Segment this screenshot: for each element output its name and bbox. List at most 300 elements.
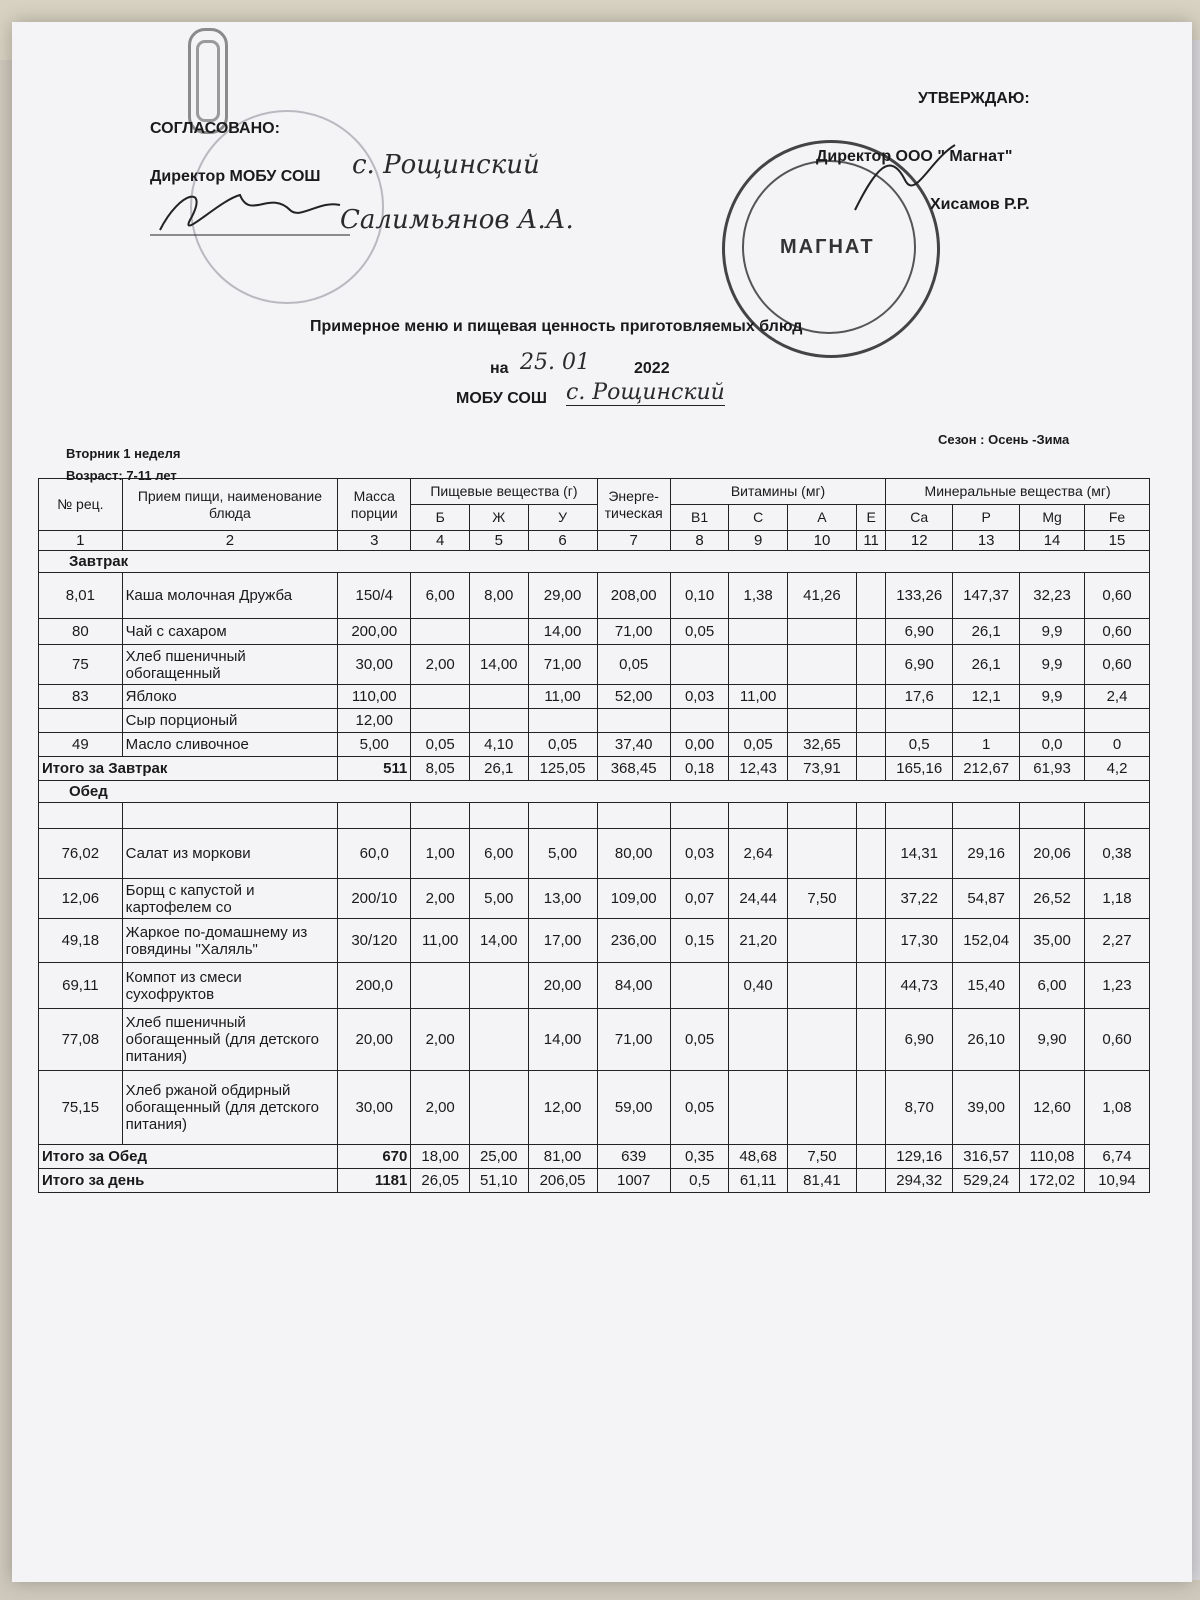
table-cell (670, 963, 729, 1009)
header-ca: Ca (886, 505, 953, 531)
table-cell: 208,00 (597, 573, 670, 619)
column-number: 15 (1084, 531, 1149, 551)
header-minerals: Минеральные вещества (мг) (886, 479, 1150, 505)
table-cell: 0,07 (670, 879, 729, 919)
table-cell: 4,10 (469, 733, 528, 757)
table-cell (856, 573, 885, 619)
total-cell: 7,50 (787, 1145, 856, 1169)
table-cell: 11,00 (411, 919, 470, 963)
table-cell: 77,08 (39, 1009, 123, 1071)
total-cell: 110,08 (1020, 1145, 1085, 1169)
table-cell (787, 829, 856, 879)
total-row (39, 757, 1150, 781)
header-b: Б (411, 505, 470, 531)
table-cell: 17,6 (886, 685, 953, 709)
table-cell (469, 685, 528, 709)
table-cell: 29,16 (953, 829, 1020, 879)
header-a: A (787, 505, 856, 531)
total-cell: 25,00 (469, 1145, 528, 1169)
table-cell (411, 963, 470, 1009)
table-cell: 35,00 (1020, 919, 1085, 963)
empty-cell (886, 803, 953, 829)
table-cell: 150/4 (338, 573, 411, 619)
table-cell (787, 1071, 856, 1145)
table-cell: 14,31 (886, 829, 953, 879)
handwritten-director-name: Салимьянов А.А. (340, 205, 574, 235)
table-cell: 2,27 (1084, 919, 1149, 963)
table-cell (856, 685, 885, 709)
table-cell: Хлеб пшеничный обогащенный (для детского питания) (122, 1009, 337, 1071)
total-cell: 125,05 (528, 757, 597, 781)
total-row (39, 1145, 1150, 1169)
table-cell: 1,00 (411, 829, 470, 879)
total-cell: 0,5 (670, 1169, 729, 1193)
total-cell: 129,16 (886, 1145, 953, 1169)
total-cell: 73,91 (787, 757, 856, 781)
table-cell (787, 709, 856, 733)
table-cell: 0,60 (1084, 645, 1149, 685)
column-number: 8 (670, 531, 729, 551)
table-cell: Жаркое по-домашнему из говядины "Халяль" (122, 919, 337, 963)
total-cell: 0,35 (670, 1145, 729, 1169)
header-nutrients: Пищевые вещества (г) (411, 479, 597, 505)
table-cell: 26,10 (953, 1009, 1020, 1071)
table-cell: 12,00 (338, 709, 411, 733)
table-cell: 1,23 (1084, 963, 1149, 1009)
header-mg: Mg (1020, 505, 1085, 531)
table-cell: 236,00 (597, 919, 670, 963)
approved-left-position: Директор МОБУ СОШ (150, 168, 321, 185)
header-p: P (953, 505, 1020, 531)
table-cell: 200,00 (338, 619, 411, 645)
table-cell: 200/10 (338, 879, 411, 919)
table-cell: 24,44 (729, 879, 788, 919)
date-year: 2022 (634, 360, 670, 377)
total-cell: 316,57 (953, 1145, 1020, 1169)
table-cell (856, 1009, 885, 1071)
table-cell: 1,18 (1084, 879, 1149, 919)
table-cell: 6,00 (469, 829, 528, 879)
table-cell: 12,06 (39, 879, 123, 919)
approved-left-label: СОГЛАСОВАНО: (150, 120, 280, 137)
table-cell: 0,0 (1020, 733, 1085, 757)
table-cell: 14,00 (469, 645, 528, 685)
table-cell (1020, 709, 1085, 733)
table-row (39, 919, 1150, 963)
table-cell: 30,00 (338, 645, 411, 685)
table-cell: 37,40 (597, 733, 670, 757)
table-cell: 30,00 (338, 1071, 411, 1145)
table-cell: 9,9 (1020, 619, 1085, 645)
table-cell: 71,00 (597, 619, 670, 645)
empty-cell (729, 803, 788, 829)
empty-cell (856, 803, 885, 829)
section-row (39, 781, 1150, 803)
table-row (39, 1071, 1150, 1145)
total-row (39, 1169, 1150, 1193)
table-cell (528, 709, 597, 733)
total-cell: 1181 (338, 1169, 411, 1193)
total-label: Итого за Завтрак (39, 757, 338, 781)
table-cell: 12,1 (953, 685, 1020, 709)
table-cell: 29,00 (528, 573, 597, 619)
table-cell: 75 (39, 645, 123, 685)
table-cell: 14,00 (469, 919, 528, 963)
table-cell: 2,00 (411, 879, 470, 919)
empty-row (39, 803, 1150, 829)
table-cell: 109,00 (597, 879, 670, 919)
table-cell: 0,05 (670, 619, 729, 645)
table-cell (469, 619, 528, 645)
table-cell: 17,30 (886, 919, 953, 963)
table-cell (856, 733, 885, 757)
header-e: E (856, 505, 885, 531)
table-row (39, 685, 1150, 709)
column-number: 4 (411, 531, 470, 551)
table-cell (787, 1009, 856, 1071)
table-cell (787, 963, 856, 1009)
table-cell: 7,50 (787, 879, 856, 919)
table-cell (729, 709, 788, 733)
table-row (39, 879, 1150, 919)
table-cell: 17,00 (528, 919, 597, 963)
total-cell: 294,32 (886, 1169, 953, 1193)
approved-right-label: УТВЕРЖДАЮ: (918, 90, 1030, 107)
empty-cell (39, 803, 123, 829)
table-cell: 30/120 (338, 919, 411, 963)
header-meal: Прием пищи, наименование блюда (122, 479, 337, 531)
total-cell: 1007 (597, 1169, 670, 1193)
table-cell: 1 (953, 733, 1020, 757)
table-row (39, 619, 1150, 645)
paperclip-inner-icon (196, 40, 220, 122)
table-cell: 0,03 (670, 685, 729, 709)
table-row (39, 829, 1150, 879)
total-cell (856, 1145, 885, 1169)
empty-cell (953, 803, 1020, 829)
table-cell: Салат из моркови (122, 829, 337, 879)
table-cell (469, 709, 528, 733)
table-cell: 110,00 (338, 685, 411, 709)
table-cell: 0,60 (1084, 573, 1149, 619)
column-number: 2 (122, 531, 337, 551)
school-prefix: МОБУ СОШ (456, 390, 547, 407)
table-cell: 60,0 (338, 829, 411, 879)
table-cell: 0,15 (670, 919, 729, 963)
table-cell (953, 709, 1020, 733)
table-cell: 0,05 (411, 733, 470, 757)
header-c: C (729, 505, 788, 531)
table-cell: 6,00 (1020, 963, 1085, 1009)
table-cell: 83 (39, 685, 123, 709)
total-cell: 511 (338, 757, 411, 781)
table-cell (856, 829, 885, 879)
column-number: 11 (856, 531, 885, 551)
table-cell: 9,9 (1020, 645, 1085, 685)
table-cell (39, 709, 123, 733)
total-cell: 368,45 (597, 757, 670, 781)
handwritten-school-line: с. Рощинский (566, 380, 725, 405)
table-cell (856, 919, 885, 963)
table-cell: 15,40 (953, 963, 1020, 1009)
column-number: 13 (953, 531, 1020, 551)
table-cell (787, 645, 856, 685)
total-cell: 81,00 (528, 1145, 597, 1169)
table-cell (469, 963, 528, 1009)
header-zh: Ж (469, 505, 528, 531)
table-row (39, 573, 1150, 619)
total-cell: 18,00 (411, 1145, 470, 1169)
day-label: Вторник 1 неделя (66, 446, 181, 461)
table-cell: Борщ с капустой и картофелем со (122, 879, 337, 919)
approved-right-name: Хисамов Р.Р. (930, 196, 1030, 213)
empty-cell (469, 803, 528, 829)
table-cell: 39,00 (953, 1071, 1020, 1145)
table-cell (411, 685, 470, 709)
table-row (39, 709, 1150, 733)
table-cell (670, 645, 729, 685)
table-cell: 26,1 (953, 645, 1020, 685)
menu-table-body (39, 531, 1150, 1193)
header-vitamins: Витамины (мг) (670, 479, 885, 505)
table-cell: 41,26 (787, 573, 856, 619)
header-u: У (528, 505, 597, 531)
table-cell: 71,00 (528, 645, 597, 685)
table-cell: Хлеб пшеничный обогащенный (122, 645, 337, 685)
total-cell: 206,05 (528, 1169, 597, 1193)
table-cell: Сыр порционый (122, 709, 337, 733)
total-cell: 26,05 (411, 1169, 470, 1193)
total-cell: 10,94 (1084, 1169, 1149, 1193)
empty-cell (411, 803, 470, 829)
table-cell (856, 619, 885, 645)
table-cell: 5,00 (528, 829, 597, 879)
total-cell: 6,74 (1084, 1145, 1149, 1169)
table-cell: 37,22 (886, 879, 953, 919)
table-cell: 9,9 (1020, 685, 1085, 709)
table-cell: 75,15 (39, 1071, 123, 1145)
header-b1: B1 (670, 505, 729, 531)
table-cell (787, 619, 856, 645)
table-cell (787, 685, 856, 709)
table-cell: Яблоко (122, 685, 337, 709)
empty-cell (787, 803, 856, 829)
table-cell: 32,23 (1020, 573, 1085, 619)
total-cell: 81,41 (787, 1169, 856, 1193)
table-cell: 80 (39, 619, 123, 645)
table-cell: 8,70 (886, 1071, 953, 1145)
total-cell: 48,68 (729, 1145, 788, 1169)
table-cell: 0,05 (670, 1009, 729, 1071)
table-cell: 49,18 (39, 919, 123, 963)
table-cell: 0,60 (1084, 1009, 1149, 1071)
table-cell: 26,1 (953, 619, 1020, 645)
table-cell: 0,05 (597, 645, 670, 685)
table-cell (787, 919, 856, 963)
table-cell: 52,00 (597, 685, 670, 709)
table-cell (597, 709, 670, 733)
handwritten-date: 25. 01 (520, 350, 590, 375)
empty-cell (122, 803, 337, 829)
table-cell: 0,03 (670, 829, 729, 879)
table-cell: 59,00 (597, 1071, 670, 1145)
total-cell: 172,02 (1020, 1169, 1085, 1193)
empty-cell (338, 803, 411, 829)
header-fe: Fe (1084, 505, 1149, 531)
table-cell (856, 963, 885, 1009)
table-cell: 0,05 (670, 1071, 729, 1145)
section-label: Обед (39, 781, 1150, 803)
table-cell: 69,11 (39, 963, 123, 1009)
table-cell (469, 1071, 528, 1145)
table-cell: 147,37 (953, 573, 1020, 619)
table-cell: Компот из смеси сухофруктов (122, 963, 337, 1009)
age-label: Возраст: 7-11 лет (66, 468, 177, 483)
table-cell: 14,00 (528, 619, 597, 645)
table-cell: 20,00 (338, 1009, 411, 1071)
table-cell (469, 1009, 528, 1071)
document-title: Примерное меню и пищевая ценность приготовляемых блюд (310, 318, 803, 335)
table-cell: 2,00 (411, 645, 470, 685)
table-cell (670, 709, 729, 733)
table-cell: 0,05 (528, 733, 597, 757)
table-cell: 133,26 (886, 573, 953, 619)
table-cell: 0,5 (886, 733, 953, 757)
signature-left (150, 180, 350, 250)
table-cell: 8,00 (469, 573, 528, 619)
total-label: Итого за день (39, 1169, 338, 1193)
total-cell: 529,24 (953, 1169, 1020, 1193)
table-cell: 12,00 (528, 1071, 597, 1145)
table-cell: 1,08 (1084, 1071, 1149, 1145)
total-cell: 639 (597, 1145, 670, 1169)
table-cell: 9,90 (1020, 1009, 1085, 1071)
column-number: 7 (597, 531, 670, 551)
handwritten-school: с. Рощинский (352, 150, 540, 180)
table-cell: Чай с сахаром (122, 619, 337, 645)
table-cell: 26,52 (1020, 879, 1085, 919)
table-cell: 80,00 (597, 829, 670, 879)
table-cell (856, 709, 885, 733)
column-number: 5 (469, 531, 528, 551)
table-cell: 5,00 (469, 879, 528, 919)
table-cell (886, 709, 953, 733)
table-cell: 11,00 (729, 685, 788, 709)
empty-cell (670, 803, 729, 829)
table-cell: 2,64 (729, 829, 788, 879)
table-cell: 6,00 (411, 573, 470, 619)
table-cell (729, 645, 788, 685)
column-number: 14 (1020, 531, 1085, 551)
table-cell: 20,06 (1020, 829, 1085, 879)
table-cell: 44,73 (886, 963, 953, 1009)
table-cell: 84,00 (597, 963, 670, 1009)
table-cell: 2,00 (411, 1071, 470, 1145)
table-cell: Каша молочная Дружба (122, 573, 337, 619)
table-cell: 0,00 (670, 733, 729, 757)
total-cell: 26,1 (469, 757, 528, 781)
total-cell: 212,67 (953, 757, 1020, 781)
total-cell: 51,10 (469, 1169, 528, 1193)
total-cell: 8,05 (411, 757, 470, 781)
table-cell: 32,65 (787, 733, 856, 757)
table-cell: 76,02 (39, 829, 123, 879)
table-row (39, 733, 1150, 757)
season-label: Сезон : Осень -Зима (938, 432, 1070, 447)
header-mass: Масса порции (338, 479, 411, 531)
table-cell (411, 619, 470, 645)
table-cell: 0 (1084, 733, 1149, 757)
table-cell: 11,00 (528, 685, 597, 709)
date-prefix: на (490, 360, 509, 377)
total-cell: 165,16 (886, 757, 953, 781)
total-cell: 0,18 (670, 757, 729, 781)
table-cell: Хлеб ржаной обдирный обогащенный (для детского питания) (122, 1071, 337, 1145)
stamp-brand-text: МАГНАТ (780, 236, 875, 258)
table-cell: 5,00 (338, 733, 411, 757)
table-cell: 71,00 (597, 1009, 670, 1071)
table-cell: 21,20 (729, 919, 788, 963)
table-cell (729, 619, 788, 645)
total-cell (856, 1169, 885, 1193)
table-cell: Масло сливочное (122, 733, 337, 757)
column-number-row (39, 531, 1150, 551)
table-cell: 2,00 (411, 1009, 470, 1071)
column-number: 12 (886, 531, 953, 551)
table-row (39, 963, 1150, 1009)
header-energy: Энерге-тическая (597, 479, 670, 531)
table-cell: 6,90 (886, 645, 953, 685)
table-cell (1084, 709, 1149, 733)
table-cell: 14,00 (528, 1009, 597, 1071)
empty-cell (1084, 803, 1149, 829)
table-cell: 200,0 (338, 963, 411, 1009)
table-cell: 1,38 (729, 573, 788, 619)
header-num: № рец. (39, 479, 123, 531)
table-cell: 0,38 (1084, 829, 1149, 879)
column-number: 1 (39, 531, 123, 551)
menu-table (38, 478, 1150, 1193)
table-cell: 0,60 (1084, 619, 1149, 645)
table-row (39, 1009, 1150, 1071)
column-number: 6 (528, 531, 597, 551)
table-cell: 13,00 (528, 879, 597, 919)
table-cell: 2,4 (1084, 685, 1149, 709)
column-number: 9 (729, 531, 788, 551)
column-number: 10 (787, 531, 856, 551)
empty-cell (597, 803, 670, 829)
table-cell: 8,01 (39, 573, 123, 619)
total-cell (856, 757, 885, 781)
total-cell: 61,93 (1020, 757, 1085, 781)
table-cell (856, 879, 885, 919)
table-cell: 6,90 (886, 1009, 953, 1071)
empty-cell (528, 803, 597, 829)
table-cell: 12,60 (1020, 1071, 1085, 1145)
empty-cell (1020, 803, 1085, 829)
table-cell (729, 1009, 788, 1071)
table-cell: 20,00 (528, 963, 597, 1009)
table-cell (411, 709, 470, 733)
table-cell (856, 1071, 885, 1145)
table-cell: 152,04 (953, 919, 1020, 963)
approved-right-position: Директор ООО " Магнат" (816, 148, 1013, 165)
total-cell: 4,2 (1084, 757, 1149, 781)
section-label: Завтрак (39, 551, 1150, 573)
table-cell: 0,05 (729, 733, 788, 757)
table-row (39, 645, 1150, 685)
total-cell: 670 (338, 1145, 411, 1169)
